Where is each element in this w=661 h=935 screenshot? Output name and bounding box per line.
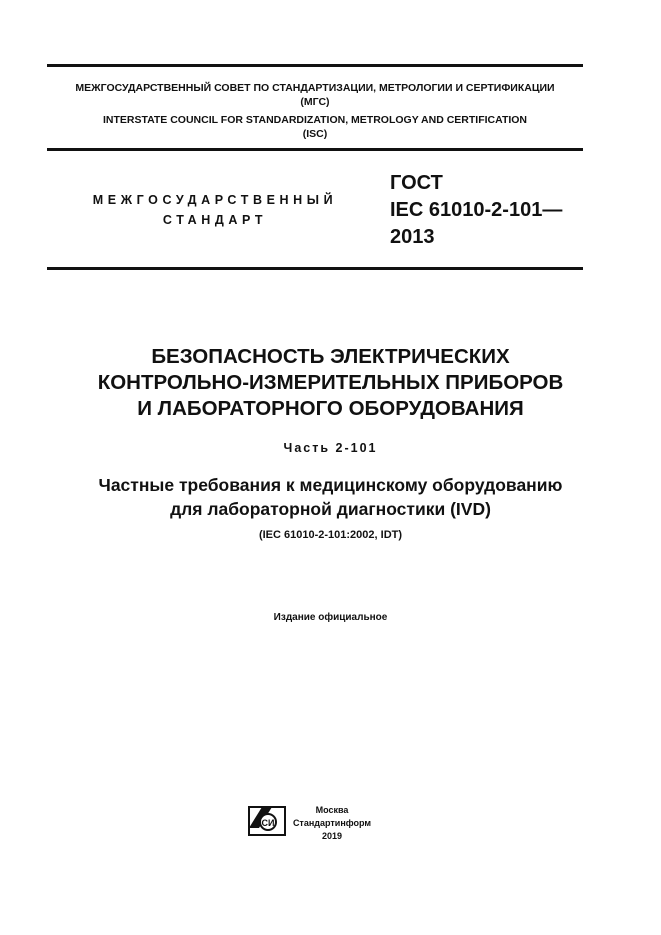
standard-type-line1: МЕЖГОСУДАРСТВЕННЫЙ bbox=[92, 193, 338, 207]
edition-label: Издание официальное bbox=[273, 612, 388, 623]
council-en bbox=[47, 113, 583, 141]
title-line1: БЕЗОПАСНОСТЬ ЭЛЕКТРИЧЕСКИХ bbox=[151, 345, 510, 368]
council-en-abbr: (ISC) bbox=[302, 128, 328, 140]
title-line3: И ЛАБОРАТОРНОГО ОБОРУДОВАНИЯ bbox=[137, 397, 524, 420]
iec-reference: (IEC 61010-2-101:2002, IDT) bbox=[258, 529, 403, 541]
document-title bbox=[30, 344, 631, 422]
standartinform-logo bbox=[248, 806, 286, 836]
top-rule bbox=[47, 64, 583, 67]
standard-code bbox=[390, 170, 590, 251]
council-ru-name: МЕЖГОСУДАРСТВЕННЫЙ СОВЕТ ПО СТАНДАРТИЗАЦИИ, МЕТРОЛОГИИ И СЕРТИФИКАЦИИ bbox=[75, 82, 555, 94]
publisher-block bbox=[292, 804, 372, 843]
publisher-name: Стандартинформ bbox=[292, 818, 372, 828]
council-rule bbox=[47, 148, 583, 151]
part-label: Часть 2-101 bbox=[283, 441, 378, 455]
council-ru-abbr: (МГС) bbox=[300, 96, 330, 108]
logo-text: СИ bbox=[261, 818, 275, 828]
subtitle-line1: Частные требования к медицинскому оборудованию bbox=[98, 475, 563, 495]
standard-code-line1: ГОСТ bbox=[390, 172, 443, 194]
council-ru bbox=[47, 81, 583, 109]
standard-type bbox=[60, 190, 370, 230]
title-line2: КОНТРОЛЬНО-ИЗМЕРИТЕЛЬНЫХ ПРИБОРОВ bbox=[97, 371, 564, 394]
header-rule bbox=[47, 267, 583, 270]
standard-type-line2: СТАНДАРТ bbox=[162, 213, 268, 227]
publisher-year: 2019 bbox=[321, 831, 343, 841]
standard-code-line2: IEC 61010-2-101— bbox=[390, 199, 563, 221]
document-subtitle bbox=[30, 473, 631, 521]
standard-code-line3: 2013 bbox=[390, 226, 435, 248]
subtitle-line2: для лабораторной диагностики (IVD) bbox=[170, 499, 491, 519]
council-en-name: INTERSTATE COUNCIL FOR STANDARDIZATION, METROLOGY AND CERTIFICATION bbox=[102, 114, 528, 126]
publisher-city: Москва bbox=[315, 805, 349, 815]
